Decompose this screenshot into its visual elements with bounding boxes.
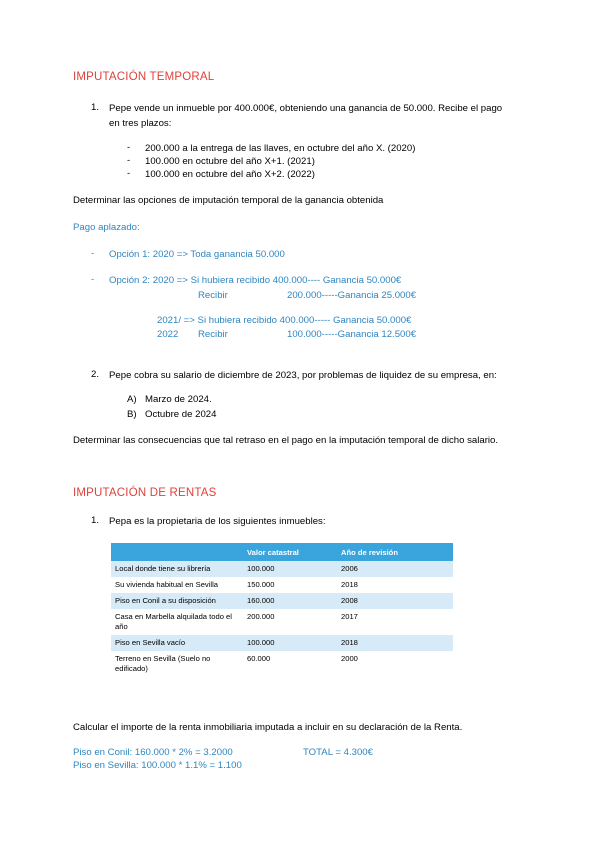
table-cell: 100.000 <box>243 561 337 577</box>
section-title-imputacion-temporal: IMPUTACIÓN TEMPORAL <box>73 71 215 83</box>
table-cell: 2018 <box>337 577 453 593</box>
table-cell: Piso en Conil a su disposición <box>111 593 243 609</box>
answer-option-2: Opción 2: 2020 => Si hubiera recibido 400.000---- Ganancia 50.000€ <box>109 275 402 286</box>
question-text: en tres plazos: <box>109 118 172 129</box>
table-cell: 150.000 <box>243 577 337 593</box>
question-text: Pepe cobra su salario de diciembre de 2023, por problemas de liquidez de su empresa, en: <box>109 370 497 381</box>
instruction-text: Calcular el importe de la renta inmobiliaria imputada a incluir en su declaración de la Renta. <box>73 722 463 733</box>
table-row <box>111 561 453 577</box>
table-cell: 2000 <box>337 651 453 677</box>
option-label: A) <box>127 394 137 405</box>
question-number: 1. <box>91 515 100 526</box>
question-number: 1. <box>91 102 100 113</box>
table-row <box>111 609 453 635</box>
instruction-text: Determinar las opciones de imputación temporal de la ganancia obtenida <box>73 195 384 206</box>
option-label: B) <box>127 409 137 420</box>
option-text: Octubre de 2024 <box>145 409 217 420</box>
table-header: Año de revisión <box>337 543 453 561</box>
table-cell: 200.000 <box>243 609 337 635</box>
question-number: 2. <box>91 369 100 380</box>
instruction-text: Determinar las consecuencias que tal retraso en el pago en la imputación temporal de dicho salario. <box>73 435 499 446</box>
option-text: Marzo de 2024. <box>145 394 212 405</box>
answer-heading: Pago aplazado: <box>73 222 140 233</box>
answer-year: 2022 <box>157 329 179 340</box>
table-cell: 2006 <box>337 561 453 577</box>
table-header <box>111 543 243 561</box>
table-cell: 2018 <box>337 635 453 651</box>
answer-line: 200.000-----Ganancia 25.000€ <box>287 290 417 301</box>
bullet-dash: - <box>91 248 95 259</box>
list-item: 100.000 en octubre del año X+1. (2021) <box>145 156 315 167</box>
table-cell: 160.000 <box>243 593 337 609</box>
table-cell: 2008 <box>337 593 453 609</box>
list-item: 200.000 a la entrega de las llaves, en octubre del año X. (2020) <box>145 143 416 154</box>
table-cell: 60.000 <box>243 651 337 677</box>
section-title-imputacion-rentas: IMPUTACIÓN DE RENTAS <box>73 487 217 499</box>
table-cell: Casa en Marbella alquilada todo el año <box>111 609 243 635</box>
answer-label: Recibir <box>198 290 228 301</box>
table-row <box>111 593 453 609</box>
table-header-row <box>111 543 453 561</box>
answer-total: TOTAL = 4.300€ <box>303 747 373 758</box>
answer-line: 100.000-----Ganancia 12.500€ <box>287 329 417 340</box>
table-cell: Piso en Sevilla vacío <box>111 635 243 651</box>
answer-label: Recibir <box>198 329 228 340</box>
bullet-dash: - <box>127 142 131 153</box>
answer-line: 2021/ => Si hubiera recibido 400.000----- Ganancia 50.000€ <box>157 315 412 326</box>
bullet-dash: - <box>91 274 95 285</box>
answer-option-1: Opción 1: 2020 => Toda ganancia 50.000 <box>109 249 285 260</box>
list-item: 100.000 en octubre del año X+2. (2022) <box>145 169 315 180</box>
question-text: Pepa es la propietaria de los siguientes inmuebles: <box>109 516 326 527</box>
table-row <box>111 651 453 677</box>
question-text: Pepe vende un inmueble por 400.000€, obteniendo una ganancia de 50.000. Recibe el pago <box>109 103 503 114</box>
properties-table <box>111 543 453 677</box>
table-cell: Su vivienda habitual en Sevilla <box>111 577 243 593</box>
answer-line: Piso en Conil: 160.000 * 2% = 3.2000 <box>73 747 233 758</box>
table-row <box>111 577 453 593</box>
bullet-dash: - <box>127 155 131 166</box>
table-cell: 2017 <box>337 609 453 635</box>
table-row <box>111 635 453 651</box>
table-cell: Terreno en Sevilla (Suelo no edificado) <box>111 651 243 677</box>
table-cell: 100.000 <box>243 635 337 651</box>
answer-line: Piso en Sevilla: 100.000 * 1.1% = 1.100 <box>73 760 242 771</box>
table-header: Valor catastral <box>243 543 337 561</box>
table-cell: Local donde tiene su librería <box>111 561 243 577</box>
bullet-dash: - <box>127 168 131 179</box>
